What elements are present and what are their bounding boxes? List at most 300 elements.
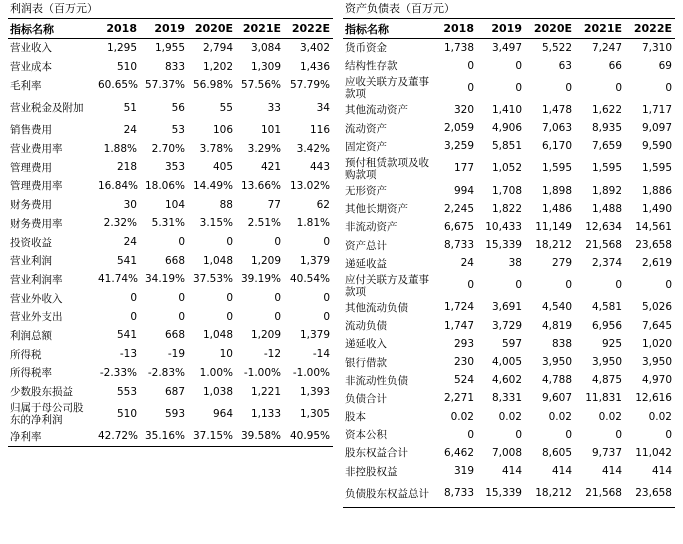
table-row bbox=[8, 140, 333, 159]
row-label: 负债合计 bbox=[345, 392, 387, 405]
cell-value: 1,305 bbox=[299, 407, 330, 420]
cell-value: 0 bbox=[565, 428, 572, 441]
cell-value: 1,048 bbox=[202, 254, 233, 267]
cell-value: 541 bbox=[116, 329, 137, 342]
cell-value: 2.32% bbox=[103, 217, 137, 230]
cell-value: 0 bbox=[226, 236, 233, 249]
cell-value: 12,616 bbox=[635, 392, 672, 405]
cell-value: 6,462 bbox=[443, 446, 474, 459]
cell-value: 10,433 bbox=[485, 220, 522, 233]
cell-value: 16.84% bbox=[98, 179, 139, 192]
table-row bbox=[343, 463, 675, 481]
row-label: 财务费用 bbox=[10, 199, 52, 212]
cell-value: 925 bbox=[601, 337, 622, 350]
cell-value: 9,097 bbox=[641, 122, 672, 135]
cell-value: 0 bbox=[515, 81, 522, 94]
cell-value: 1,133 bbox=[250, 407, 281, 420]
cell-value: 11,042 bbox=[635, 446, 672, 459]
cell-value: -2.33% bbox=[99, 366, 137, 379]
cell-value: 1,886 bbox=[641, 184, 672, 197]
cell-value: 1,708 bbox=[491, 184, 522, 197]
cell-value: 0 bbox=[665, 81, 672, 94]
cell-value: 24 bbox=[460, 257, 474, 270]
cell-value: 2,619 bbox=[641, 257, 672, 270]
cell-value: -13 bbox=[119, 348, 137, 361]
table-row bbox=[343, 120, 675, 138]
cell-value: 14,561 bbox=[635, 220, 672, 233]
row-label: 财务费用率 bbox=[10, 217, 63, 230]
cell-value: 37.53% bbox=[192, 273, 233, 286]
row-label: 货币资金 bbox=[345, 42, 387, 55]
table-row bbox=[343, 255, 675, 273]
table-row bbox=[343, 218, 675, 236]
cell-value: 14.49% bbox=[192, 179, 233, 192]
table-row bbox=[343, 182, 675, 200]
cell-value: 77 bbox=[267, 198, 281, 211]
cell-value: 24 bbox=[123, 123, 137, 136]
table-row bbox=[343, 101, 675, 119]
cell-value: 687 bbox=[164, 385, 185, 398]
cell-value: 414 bbox=[501, 465, 522, 478]
cell-value: 3,691 bbox=[491, 301, 522, 314]
cell-value: 3.29% bbox=[247, 142, 281, 155]
cell-value: 2.51% bbox=[247, 217, 281, 230]
cell-value: 1,738 bbox=[443, 41, 474, 54]
cell-value: 13.66% bbox=[240, 179, 281, 192]
cell-value: 0.02 bbox=[450, 410, 474, 423]
table-row bbox=[343, 156, 675, 182]
cell-value: 3,084 bbox=[250, 41, 281, 54]
cell-value: -1.00% bbox=[243, 366, 281, 379]
cell-value: 0 bbox=[615, 428, 622, 441]
cell-value: 1,747 bbox=[443, 319, 474, 332]
cell-value: 30 bbox=[123, 198, 137, 211]
cell-value: 39.58% bbox=[240, 430, 281, 443]
cell-value: 0 bbox=[467, 59, 474, 72]
cell-value: 5,026 bbox=[641, 301, 672, 314]
cell-value: 4,906 bbox=[491, 122, 522, 135]
table-row bbox=[343, 353, 675, 371]
table-row bbox=[343, 390, 675, 408]
table-row bbox=[343, 299, 675, 317]
cell-value: 3,950 bbox=[641, 356, 672, 369]
column-header-year: 2021E bbox=[242, 22, 281, 35]
row-label: 利润总额 bbox=[10, 329, 52, 342]
table-row bbox=[343, 57, 675, 75]
table-row bbox=[8, 383, 333, 402]
cell-value: 1,379 bbox=[299, 254, 330, 267]
cell-value: 38 bbox=[508, 257, 522, 270]
cell-value: 11,149 bbox=[535, 220, 572, 233]
cell-value: 177 bbox=[453, 162, 474, 175]
cell-value: 421 bbox=[260, 161, 281, 174]
cell-value: 57.56% bbox=[240, 79, 281, 92]
cell-value: 1,478 bbox=[541, 103, 572, 116]
cell-value: 2,245 bbox=[443, 202, 474, 215]
cell-value: 3,402 bbox=[299, 41, 330, 54]
cell-value: 116 bbox=[309, 123, 330, 136]
cell-value: 1,202 bbox=[202, 60, 233, 73]
table-row bbox=[343, 335, 675, 353]
cell-value: 1,892 bbox=[591, 184, 622, 197]
table-row bbox=[343, 426, 675, 444]
income-statement-table bbox=[8, 18, 333, 447]
cell-value: 7,659 bbox=[591, 140, 622, 153]
row-label: 营业利润率 bbox=[10, 273, 63, 286]
cell-value: 1,221 bbox=[250, 385, 281, 398]
cell-value: 0 bbox=[274, 292, 281, 305]
cell-value: 12,634 bbox=[585, 220, 622, 233]
cell-value: 0 bbox=[467, 279, 474, 292]
balance-header-row bbox=[343, 19, 675, 39]
table-row bbox=[8, 345, 333, 364]
row-label: 股本 bbox=[345, 411, 366, 424]
row-label: 非流动资产 bbox=[345, 221, 398, 234]
cell-value: 838 bbox=[551, 337, 572, 350]
cell-value: 0 bbox=[565, 81, 572, 94]
cell-value: 8,605 bbox=[541, 446, 572, 459]
row-label: 营业税金及附加 bbox=[10, 102, 84, 115]
cell-value: 414 bbox=[551, 465, 572, 478]
cell-value: 51 bbox=[123, 101, 137, 114]
cell-value: 1,622 bbox=[591, 103, 622, 116]
cell-value: 319 bbox=[453, 465, 474, 478]
column-header-year: 2020E bbox=[533, 22, 572, 35]
table-row bbox=[343, 39, 675, 58]
cell-value: 4,602 bbox=[491, 374, 522, 387]
row-label: 应收关联方及董事款项 bbox=[345, 76, 429, 101]
cell-value: 0 bbox=[615, 81, 622, 94]
table-row bbox=[8, 158, 333, 177]
table-row bbox=[8, 289, 333, 308]
cell-value: 0 bbox=[226, 310, 233, 323]
cell-value: 833 bbox=[164, 60, 185, 73]
cell-value: 0.02 bbox=[598, 410, 622, 423]
row-label: 递延收益 bbox=[345, 257, 387, 270]
cell-value: 0 bbox=[323, 310, 330, 323]
cell-value: 1,490 bbox=[641, 202, 672, 215]
row-label: 毛利率 bbox=[10, 79, 42, 92]
cell-value: 18,212 bbox=[535, 487, 572, 500]
cell-value: -12 bbox=[263, 348, 281, 361]
table-row bbox=[343, 408, 675, 426]
row-label: 股东权益合计 bbox=[345, 447, 408, 460]
cell-value: 405 bbox=[212, 161, 233, 174]
cell-value: 41.74% bbox=[98, 273, 139, 286]
column-header-indicator: 指标名称 bbox=[345, 22, 389, 36]
column-header-year: 2022E bbox=[291, 22, 330, 35]
cell-value: 668 bbox=[164, 254, 185, 267]
cell-value: 7,063 bbox=[541, 122, 572, 135]
cell-value: 2.70% bbox=[151, 142, 185, 155]
cell-value: 1,898 bbox=[541, 184, 572, 197]
cell-value: 1,717 bbox=[641, 103, 672, 116]
cell-value: 13.02% bbox=[289, 179, 330, 192]
table-row bbox=[8, 327, 333, 346]
cell-value: 6,170 bbox=[541, 140, 572, 153]
cell-value: 57.79% bbox=[289, 79, 330, 92]
row-label: 资本公积 bbox=[345, 429, 387, 442]
row-label: 所得税率 bbox=[10, 367, 52, 380]
table-row bbox=[8, 121, 333, 140]
cell-value: 593 bbox=[164, 407, 185, 420]
cell-value: 0 bbox=[565, 279, 572, 292]
cell-value: 0 bbox=[274, 236, 281, 249]
cell-value: 55 bbox=[219, 101, 233, 114]
cell-value: 35.16% bbox=[144, 430, 185, 443]
row-label: 流动资产 bbox=[345, 122, 387, 135]
table-row bbox=[8, 39, 333, 58]
cell-value: 23,658 bbox=[635, 239, 672, 252]
row-label: 营业外支出 bbox=[10, 311, 63, 324]
cell-value: 3,950 bbox=[541, 356, 572, 369]
cell-value: 24 bbox=[123, 236, 137, 249]
cell-value: 9,590 bbox=[641, 140, 672, 153]
row-label: 其他长期资产 bbox=[345, 203, 408, 216]
cell-value: 0 bbox=[323, 236, 330, 249]
cell-value: 33 bbox=[267, 101, 281, 114]
cell-value: 7,310 bbox=[641, 41, 672, 54]
cell-value: 414 bbox=[601, 465, 622, 478]
cell-value: 66 bbox=[608, 59, 622, 72]
cell-value: 69 bbox=[658, 59, 672, 72]
cell-value: 7,645 bbox=[641, 319, 672, 332]
column-header-year: 2020E bbox=[194, 22, 233, 35]
table-row bbox=[343, 200, 675, 218]
table-row bbox=[343, 481, 675, 508]
table-row bbox=[8, 58, 333, 77]
income-statement-title: 利润表（百万元） bbox=[10, 2, 98, 15]
row-label: 无形资产 bbox=[345, 185, 387, 198]
row-label: 流动负债 bbox=[345, 320, 387, 333]
cell-value: 3,729 bbox=[491, 319, 522, 332]
table-row bbox=[8, 252, 333, 271]
cell-value: 4,540 bbox=[541, 301, 572, 314]
cell-value: 8,331 bbox=[491, 392, 522, 405]
cell-value: 3.15% bbox=[199, 217, 233, 230]
cell-value: 1,436 bbox=[299, 60, 330, 73]
cell-value: 10 bbox=[219, 348, 233, 361]
cell-value: 40.95% bbox=[289, 430, 330, 443]
cell-value: 88 bbox=[219, 198, 233, 211]
cell-value: 2,271 bbox=[443, 392, 474, 405]
table-row bbox=[343, 317, 675, 335]
table-row bbox=[343, 237, 675, 255]
cell-value: 0 bbox=[665, 428, 672, 441]
row-label: 所得税 bbox=[10, 348, 42, 361]
cell-value: 1.88% bbox=[103, 142, 137, 155]
row-label: 少数股东损益 bbox=[10, 386, 73, 399]
cell-value: 1,595 bbox=[641, 162, 672, 175]
table-row bbox=[343, 138, 675, 156]
cell-value: 57.37% bbox=[144, 79, 185, 92]
cell-value: -14 bbox=[312, 348, 330, 361]
cell-value: 5,851 bbox=[491, 140, 522, 153]
table-row bbox=[8, 271, 333, 290]
table-row bbox=[343, 273, 675, 299]
cell-value: 1,209 bbox=[250, 254, 281, 267]
cell-value: 0 bbox=[323, 292, 330, 305]
cell-value: 510 bbox=[116, 407, 137, 420]
cell-value: 541 bbox=[116, 254, 137, 267]
table-row bbox=[8, 401, 333, 427]
row-label: 其他流动资产 bbox=[345, 104, 408, 117]
cell-value: 56.98% bbox=[192, 79, 233, 92]
cell-value: 8,733 bbox=[443, 487, 474, 500]
cell-value: 414 bbox=[651, 465, 672, 478]
cell-value: 34.19% bbox=[144, 273, 185, 286]
cell-value: -19 bbox=[167, 348, 185, 361]
table-row bbox=[343, 75, 675, 101]
cell-value: 0 bbox=[226, 292, 233, 305]
column-header-year: 2019 bbox=[491, 22, 522, 35]
table-row bbox=[8, 196, 333, 215]
cell-value: 3,259 bbox=[443, 140, 474, 153]
row-label: 营业成本 bbox=[10, 61, 52, 74]
balance-sheet-title: 资产负债表（百万元） bbox=[345, 2, 455, 15]
row-label: 营业利润 bbox=[10, 255, 52, 268]
cell-value: 8,733 bbox=[443, 239, 474, 252]
cell-value: 1,209 bbox=[250, 329, 281, 342]
cell-value: 9,737 bbox=[591, 446, 622, 459]
cell-value: 0 bbox=[178, 310, 185, 323]
cell-value: 56 bbox=[171, 101, 185, 114]
row-label: 预付租赁款项及收购款项 bbox=[345, 156, 429, 181]
cell-value: 0 bbox=[515, 59, 522, 72]
row-label: 管理费用 bbox=[10, 161, 52, 174]
cell-value: 0 bbox=[515, 428, 522, 441]
income-header-row bbox=[8, 19, 333, 39]
cell-value: 0 bbox=[467, 428, 474, 441]
cell-value: 1,020 bbox=[641, 337, 672, 350]
cell-value: 18,212 bbox=[535, 239, 572, 252]
cell-value: 1,309 bbox=[250, 60, 281, 73]
row-label: 营业费用率 bbox=[10, 143, 63, 156]
cell-value: 0 bbox=[467, 81, 474, 94]
cell-value: 1,955 bbox=[154, 41, 185, 54]
cell-value: 0.02 bbox=[498, 410, 522, 423]
cell-value: 1,410 bbox=[491, 103, 522, 116]
cell-value: 53 bbox=[171, 123, 185, 136]
cell-value: 104 bbox=[164, 198, 185, 211]
cell-value: 1,486 bbox=[541, 202, 572, 215]
row-label: 其他流动负债 bbox=[345, 301, 408, 314]
table-row bbox=[343, 372, 675, 390]
table-row bbox=[8, 233, 333, 252]
cell-value: 101 bbox=[260, 123, 281, 136]
cell-value: 1,393 bbox=[299, 385, 330, 398]
cell-value: 11,831 bbox=[585, 392, 622, 405]
cell-value: 34 bbox=[316, 101, 330, 114]
cell-value: 60.65% bbox=[98, 79, 139, 92]
table-row bbox=[8, 308, 333, 327]
cell-value: 7,247 bbox=[591, 41, 622, 54]
cell-value: 279 bbox=[551, 257, 572, 270]
row-label: 递延收入 bbox=[345, 338, 387, 351]
cell-value: 5,522 bbox=[541, 41, 572, 54]
cell-value: 0 bbox=[130, 310, 137, 323]
cell-value: 320 bbox=[453, 103, 474, 116]
cell-value: 21,568 bbox=[585, 239, 622, 252]
column-header-year: 2021E bbox=[583, 22, 622, 35]
cell-value: 40.54% bbox=[289, 273, 330, 286]
cell-value: 524 bbox=[453, 374, 474, 387]
balance-sheet-panel bbox=[343, 0, 675, 508]
row-label: 非控股权益 bbox=[345, 465, 398, 478]
cell-value: 1,488 bbox=[591, 202, 622, 215]
cell-value: -1.00% bbox=[292, 366, 330, 379]
row-label: 营业外收入 bbox=[10, 292, 63, 305]
cell-value: 6,956 bbox=[591, 319, 622, 332]
column-header-year: 2022E bbox=[633, 22, 672, 35]
cell-value: 15,339 bbox=[485, 239, 522, 252]
cell-value: 8,935 bbox=[591, 122, 622, 135]
column-header-indicator: 指标名称 bbox=[10, 22, 54, 36]
row-label: 负债股东权益总计 bbox=[345, 487, 429, 500]
table-row bbox=[8, 76, 333, 95]
cell-value: 4,970 bbox=[641, 374, 672, 387]
cell-value: 0 bbox=[274, 310, 281, 323]
cell-value: 1.81% bbox=[296, 217, 330, 230]
cell-value: 3,497 bbox=[491, 41, 522, 54]
row-label: 管理费用率 bbox=[10, 180, 63, 193]
cell-value: 1,595 bbox=[591, 162, 622, 175]
cell-value: 293 bbox=[453, 337, 474, 350]
cell-value: 9,607 bbox=[541, 392, 572, 405]
cell-value: 2,794 bbox=[202, 41, 233, 54]
cell-value: 6,675 bbox=[443, 220, 474, 233]
cell-value: 7,008 bbox=[491, 446, 522, 459]
cell-value: 1,595 bbox=[541, 162, 572, 175]
cell-value: 218 bbox=[116, 161, 137, 174]
cell-value: 1,048 bbox=[202, 329, 233, 342]
row-label: 固定资产 bbox=[345, 140, 387, 153]
row-label: 应付关联方及董事款项 bbox=[345, 273, 429, 298]
cell-value: 597 bbox=[501, 337, 522, 350]
column-header-year: 2019 bbox=[154, 22, 185, 35]
column-header-year: 2018 bbox=[443, 22, 474, 35]
cell-value: 62 bbox=[316, 198, 330, 211]
cell-value: 37.15% bbox=[192, 430, 233, 443]
cell-value: 2,374 bbox=[591, 257, 622, 270]
table-row bbox=[8, 427, 333, 446]
cell-value: 0 bbox=[178, 236, 185, 249]
cell-value: 63 bbox=[558, 59, 572, 72]
cell-value: 3,950 bbox=[591, 356, 622, 369]
cell-value: 3.78% bbox=[199, 142, 233, 155]
cell-value: 1,052 bbox=[491, 162, 522, 175]
cell-value: 1.00% bbox=[199, 366, 233, 379]
cell-value: 230 bbox=[453, 356, 474, 369]
cell-value: 443 bbox=[309, 161, 330, 174]
cell-value: 0 bbox=[178, 292, 185, 305]
cell-value: 39.19% bbox=[240, 273, 281, 286]
cell-value: 553 bbox=[116, 385, 137, 398]
cell-value: 1,822 bbox=[491, 202, 522, 215]
cell-value: 510 bbox=[116, 60, 137, 73]
cell-value: 15,339 bbox=[485, 487, 522, 500]
cell-value: 4,005 bbox=[491, 356, 522, 369]
cell-value: 994 bbox=[453, 184, 474, 197]
table-row bbox=[8, 364, 333, 383]
cell-value: 353 bbox=[164, 161, 185, 174]
row-label: 净利率 bbox=[10, 430, 42, 443]
row-label: 归属于母公司股东的净利润 bbox=[10, 402, 84, 427]
cell-value: 1,295 bbox=[106, 41, 137, 54]
table-row bbox=[8, 177, 333, 196]
cell-value: 5.31% bbox=[151, 217, 185, 230]
cell-value: 1,724 bbox=[443, 301, 474, 314]
